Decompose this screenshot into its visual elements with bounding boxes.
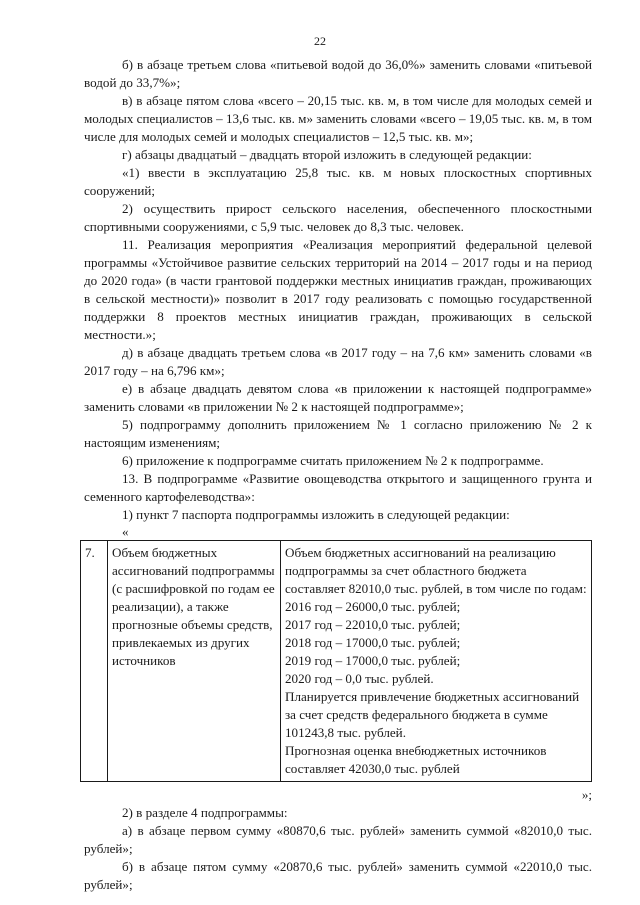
opening-quote: « xyxy=(122,524,129,539)
paragraph: 2) осуществить прирост сельского населения, обеспеченного плоскостными спортивными сооружениями, с 5,9 тыс. человек до 8,3 тыс. человек. xyxy=(84,201,592,234)
page-number: 22 xyxy=(314,34,326,48)
table-row xyxy=(81,541,592,782)
paragraph: 1) пункт 7 паспорта подпрограммы изложить в следующей редакции: xyxy=(122,507,510,522)
paragraph: 13. В подпрограмме «Развитие овощеводства открытого и защищенного грунта и семенного картофелеводства»: xyxy=(84,471,592,504)
closing-quote: »; xyxy=(581,787,592,802)
row-value-cell xyxy=(281,541,592,782)
value-line: Прогнозная оценка внебюджетных источников составляет 42030,0 тыс. рублей xyxy=(285,743,547,776)
paragraph: г) абзацы двадцатый – двадцать второй изложить в следующей редакции: xyxy=(122,147,532,162)
paragraph: в) в абзаце пятом слова «всего – 20,15 тыс. кв. м, в том числе для молодых семей и молодых специалистов – 13,6 тыс. кв. м» заменить словами «всего – 19,05 тыс. кв. м, в том числе для молодых семей и молодых специалистов – 12,5 тыс. кв. м»; xyxy=(84,93,592,144)
paragraph: д) в абзаце двадцать третьем слова «в 2017 году – на 7,6 км» заменить словами «в 2017 году – на 6,796 км»; xyxy=(84,345,592,378)
paragraph: а) в абзаце первом сумму «80870,6 тыс. рублей» заменить суммой «82010,0 тыс. рублей»; xyxy=(84,823,592,856)
paragraph: б) в абзаце пятом сумму «20870,6 тыс. рублей» заменить суммой «22010,0 тыс. рублей»; xyxy=(84,859,592,892)
document-body xyxy=(84,56,592,894)
row-name-cell: Объем бюджетных ассигнований подпрограммы (с расшифровкой по годам ее реализации), а также прогнозные объемы средств, привлекаемых из других источников xyxy=(108,541,281,782)
value-line: Планируется привлечение бюджетных ассигнований за счет средств федерального бюджета в сумме 101243,8 тыс. рублей. xyxy=(285,689,580,740)
value-line: 2018 год – 17000,0 тыс. рублей; xyxy=(285,635,461,650)
value-line: Объем бюджетных ассигнований на реализацию подпрограммы за счет областного бюджета составляет 82010,0 тыс. рублей, в том числе по годам: xyxy=(285,545,587,596)
paragraph: 11. Реализация мероприятия «Реализация мероприятий федеральной целевой программы «Устойчивое развитие сельских территорий на 2014 – 2017 годы и на период до 2020 года» (в части грантовой поддержки местных инициатив граждан, проживающих в сельской местности)» позволит в 2017 году реализовать с помощью государственной поддержки 8 проектов местных инициатив граждан, проживающих в сельской местности.»; xyxy=(84,237,592,342)
value-line: 2016 год – 26000,0 тыс. рублей; xyxy=(285,599,461,614)
value-line: 2019 год – 17000,0 тыс. рублей; xyxy=(285,653,461,668)
paragraph: 2) в разделе 4 подпрограммы: xyxy=(122,805,288,820)
passport-table xyxy=(80,540,592,782)
paragraph: 5) подпрограмму дополнить приложением № 1 согласно приложению № 2 к настоящим изменениям; xyxy=(84,417,592,450)
value-line: 2020 год – 0,0 тыс. рублей. xyxy=(285,671,434,686)
paragraph: б) в абзаце третьем слова «питьевой водой до 36,0%» заменить словами «питьевой водой до 33,7%»; xyxy=(84,57,592,90)
paragraph: 6) приложение к подпрограмме считать приложением № 2 к подпрограмме. xyxy=(122,453,544,468)
value-line: 2017 год – 22010,0 тыс. рублей; xyxy=(285,617,461,632)
paragraph: е) в абзаце двадцать девятом слова «в приложении к настоящей подпрограмме» заменить словами «в приложении № 2 к настоящей подпрограмме»; xyxy=(84,381,592,414)
row-number-cell: 7. xyxy=(81,541,108,782)
paragraph: «1) ввести в эксплуатацию 25,8 тыс. кв. м новых плоскостных спортивных сооружений; xyxy=(84,165,592,198)
